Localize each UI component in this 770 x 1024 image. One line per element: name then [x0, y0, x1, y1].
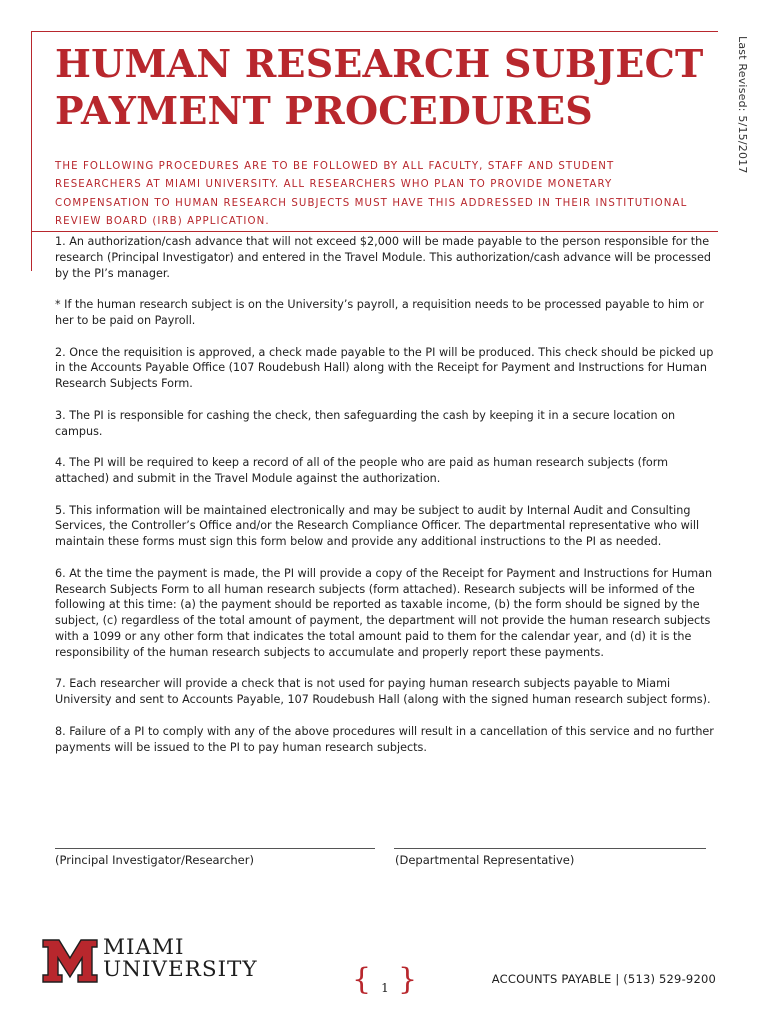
dept-rep-signature-label: (Departmental Representative) — [395, 853, 575, 867]
wordmark-line-1: MIAMI — [103, 935, 185, 960]
procedure-step-7: 7. Each researcher will provide a check that is not used for paying human research subjects payable to Miami University and sent to Accounts Payable, 107 Roudebush Hall (along with the signed human research subject forms). — [55, 677, 711, 707]
miami-m-logo-icon — [42, 937, 98, 985]
dept-rep-signature-line[interactable] — [394, 848, 706, 849]
wordmark-line-2: UNIVERSITY — [103, 957, 258, 982]
accounts-payable-contact: ACCOUNTS PAYABLE | (513) 529-9200 — [491, 972, 716, 986]
procedure-step-1: 1. An authorization/cash advance that will not exceed $2,000 will be made payable to the person responsible for the research (Principal Investigator) and entered in the Travel Module. This authorization/cash advance will be processed by the PI’s manager. — [55, 235, 711, 280]
pi-signature-label: (Principal Investigator/Researcher) — [55, 853, 254, 867]
procedure-step-2: 2. Once the requisition is approved, a check made payable to the PI will be produced. This check should be picked up in the Accounts Payable Office (107 Roudebush Hall) along with the Receipt for Payment and Instructions for Human Research Subjects Form. — [55, 345, 714, 391]
page-title: HUMAN RESEARCH SUBJECT PAYMENT PROCEDURES — [55, 41, 704, 133]
intro-divider — [31, 231, 718, 232]
procedure-step-3: 3. The PI is responsible for cashing the check, then safeguarding the cash by keeping it in a secure location on campus. — [55, 408, 676, 438]
frame-left-rule — [31, 31, 32, 271]
procedure-note-payroll: * If the human research subject is on the University’s payroll, a requisition needs to be processed payable to him or her to be paid on Payroll. — [55, 298, 704, 327]
procedure-step-5: 5. This information will be maintained electronically and may be subject to audit by Internal Audit and Consulting Services, the Controller’s Office and/or the Research Compliance Officer. The departmental representative who will maintain these forms must sign this form below and provide any additional instructions to the PI as needed. — [55, 503, 700, 549]
page-number: 1 — [381, 981, 389, 995]
pi-signature-line[interactable] — [55, 848, 375, 849]
page-number-left-brace-icon: { — [352, 962, 372, 997]
procedure-step-6: 6. At the time the payment is made, the PI will provide a copy of the Receipt for Payment and Instructions for Human Research Subjects Form to all human research subjects (form attached). Research subjects will be informed of the following at this time: (a) the payment should be reported as taxable income, (b) the form should be signed by the subject, (c) regardless of the total amount of payment, the department will not provide the human research subjects with a 1099 or any other form that indicates the total amount paid to them for the calendar year, and (d) it is the responsibility of the human research subjects to accumulate and properly report these payments. — [55, 566, 713, 659]
procedure-step-8: 8. Failure of a PI to comply with any of the above procedures will result in a cancellation of this service and no further payments will be issued to the PI to pay human research subjects. — [55, 724, 714, 754]
intro-statement: THE FOLLOWING PROCEDURES ARE TO BE FOLLOWED BY ALL FACULTY, STAFF AND STUDENT RESEARCHERS AT MIAMI UNIVERSITY. ALL RESEARCHERS WHO PLAN TO PROVIDE MONETARY COMPENSATION TO HUMAN RESEARCH SUBJECTS MUST HAVE THIS ADDRESSED IN THEIR INSTITUTIONAL REVIEW BOARD (IRB) APPLICATION. — [55, 161, 688, 228]
frame-top-rule — [31, 31, 718, 32]
university-wordmark — [103, 937, 258, 981]
last-revised-date: Last Revised: 5/15/2017 — [736, 36, 749, 174]
procedure-list — [55, 234, 717, 771]
procedure-step-4: 4. The PI will be required to keep a record of all of the people who are paid as human research subjects (form attached) and submit in the Travel Module against the authorization. — [55, 456, 669, 485]
page-number-right-brace-icon: } — [398, 962, 418, 997]
